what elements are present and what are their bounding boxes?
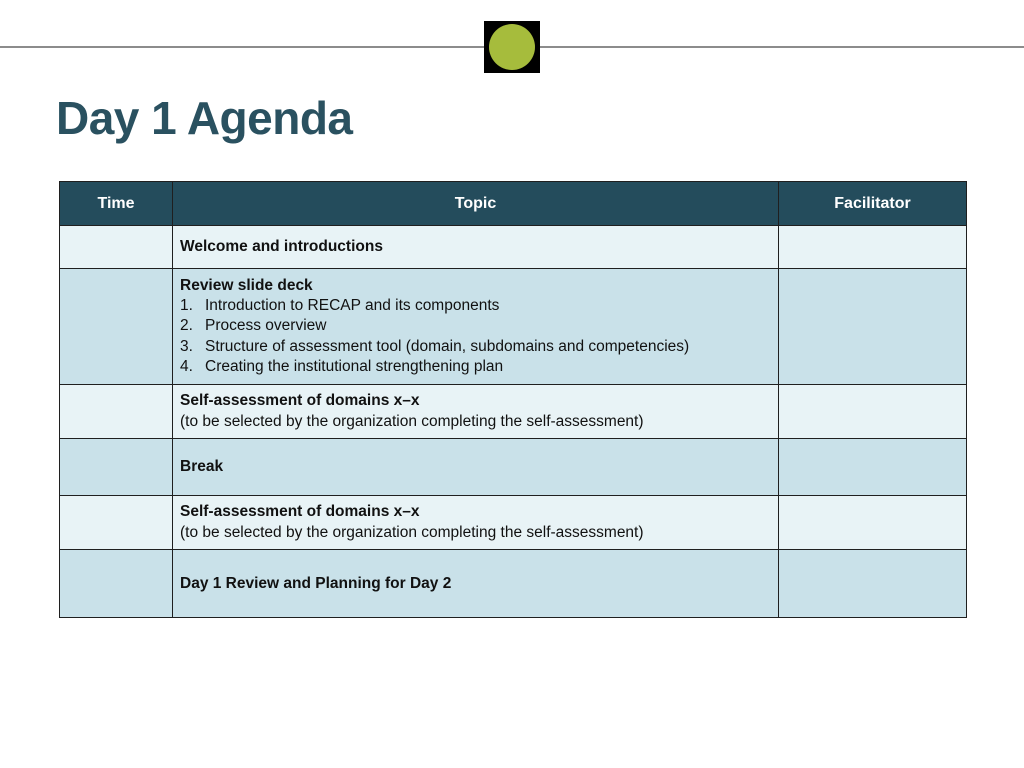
list-text: Process overview xyxy=(205,317,327,334)
topic-title: Day 1 Review and Planning for Day 2 xyxy=(180,574,452,592)
time-cell xyxy=(60,226,173,269)
list-item xyxy=(180,296,770,317)
list-text: Introduction to RECAP and its components xyxy=(205,296,500,314)
facilitator-cell xyxy=(779,550,967,618)
table-row xyxy=(60,439,967,496)
topic-point-list xyxy=(180,296,770,378)
column-header-facilitator: Facilitator xyxy=(779,182,967,226)
list-item xyxy=(180,337,770,358)
table-row xyxy=(60,385,967,439)
topic-title: Welcome and introductions xyxy=(180,238,383,255)
agenda-table xyxy=(59,181,967,618)
topic-title: Self-assessment of domains x–x xyxy=(180,392,420,409)
column-header-time: Time xyxy=(60,182,173,226)
time-cell xyxy=(60,269,173,385)
facilitator-cell xyxy=(779,226,967,269)
facilitator-cell xyxy=(779,269,967,385)
time-cell xyxy=(60,550,173,618)
time-cell xyxy=(60,385,173,439)
green-circle-icon xyxy=(489,24,535,70)
list-number: 4. xyxy=(180,358,193,375)
list-text: Structure of assessment tool (domain, subdomains and competencies) xyxy=(205,337,690,355)
table-row xyxy=(60,269,967,385)
topic-note: (to be selected by the organization completing the self-assessment) xyxy=(180,524,644,541)
topic-cell xyxy=(173,269,779,385)
topic-title: Break xyxy=(180,458,224,475)
table-row xyxy=(60,226,967,269)
time-cell xyxy=(60,439,173,496)
column-header-topic: Topic xyxy=(173,182,779,226)
topic-cell xyxy=(173,439,779,496)
topic-cell xyxy=(173,385,779,439)
facilitator-cell xyxy=(779,439,967,496)
topic-note: (to be selected by the organization completing the self-assessment) xyxy=(180,413,644,430)
list-number: 2. xyxy=(180,317,193,334)
list-text: Creating the institutional strengthening plan xyxy=(205,358,504,375)
list-number: 3. xyxy=(180,337,193,355)
time-cell xyxy=(60,496,173,550)
facilitator-cell xyxy=(779,496,967,550)
table-row xyxy=(60,496,967,550)
list-number: 1. xyxy=(180,296,193,314)
list-item xyxy=(180,316,770,337)
list-item xyxy=(180,357,770,378)
topic-cell xyxy=(173,226,779,269)
logo xyxy=(484,21,540,73)
facilitator-cell xyxy=(779,385,967,439)
slide-title: Day 1 Agenda xyxy=(56,92,353,144)
topic-cell xyxy=(173,550,779,618)
topic-title: Self-assessment of domains x–x xyxy=(180,503,420,520)
topic-cell xyxy=(173,496,779,550)
topic-title: Review slide deck xyxy=(180,276,313,294)
table-row xyxy=(60,550,967,618)
table-header-row xyxy=(60,182,967,226)
